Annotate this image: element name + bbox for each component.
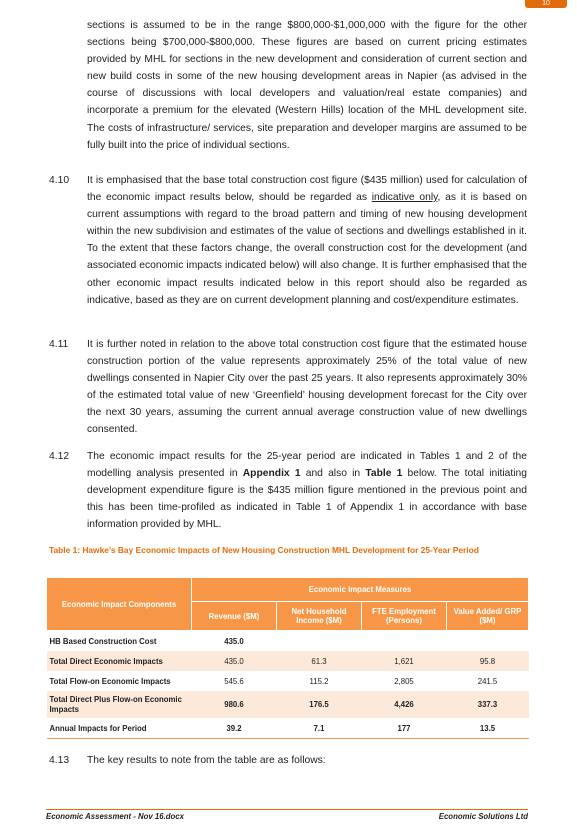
indicative-only-emphasis: indicative only (371, 192, 438, 204)
footer-company-name: Economic Solutions Ltd (438, 812, 528, 821)
economic-impacts-table (46, 577, 529, 739)
table-cell: 435.0 (192, 651, 277, 671)
table-row (47, 691, 529, 718)
table-row (47, 631, 529, 652)
row-label: Total Direct Economic Impacts (47, 651, 192, 671)
table-cell (362, 631, 447, 652)
table-cell: 1,621 (362, 651, 447, 671)
table-cell: 337.3 (447, 691, 529, 718)
row-label: Total Flow-on Economic Impacts (49, 676, 171, 686)
table-cell: 435.0 (224, 636, 244, 646)
column-header-net-household-income: Net Household Income ($M) (277, 602, 362, 631)
table-cell: 177 (362, 718, 447, 739)
appendix-1-reference: Appendix 1 (242, 468, 301, 480)
footer-divider (46, 809, 528, 810)
table-cell: 61.3 (277, 651, 362, 671)
page-number-tab: 10 (525, 0, 567, 8)
paragraph-4-11: It is further noted in relation to the above total construction cost figure that the estimated house construction portion of the value represents approximately 25% of the total value of new dwellings consented in Napier City over the past 25 years. It also represents approximately 30% of the estimated total value of new ‘Greenfield’ housing development forecast for the City over the next 30 years, assuming the current annual average construction value of new dwellings consented. (87, 339, 527, 436)
table-cell: 2,805 (394, 676, 414, 686)
column-header-value-added: Value Added/ GRP ($M) (447, 602, 529, 631)
column-header-fte-employment: FTE Employment (Persons) (362, 602, 447, 631)
table-cell: 980.6 (192, 691, 277, 718)
table-cell: 241.5 (477, 676, 498, 686)
measures-header: Economic Impact Measures (192, 578, 529, 602)
paragraph-4-10-text-a: It is emphasised that the base total construction cost figure ($435 million) used for calculation of the economic impact results below, should be regarded as (87, 175, 527, 204)
table-caption: Table 1: Hawke’s Bay Economic Impacts of New Housing Construction MHL Development for 25-Year Period (49, 545, 479, 555)
table-cell: 95.8 (447, 651, 529, 671)
column-header-revenue: Revenue ($M) (192, 602, 277, 631)
table-row (47, 718, 529, 739)
table-cell: 115.2 (309, 676, 329, 686)
table-cell: 13.5 (447, 718, 529, 739)
paragraph-4-12-text-d: below. The total initiating development expenditure figure is the $435 million figure mentioned in the previous point and this has been time-profiled as indicated in Table 1 of Appendix 1 in accordance with base information provided by MHL. (87, 468, 528, 531)
components-header: Economic Impact Components (47, 578, 192, 631)
paragraph-4-12-text-a: The economic impact results for the 25-year period are indicated in Tables 1 and 2 of the modelling analysis presented in (87, 451, 527, 480)
paragraph-4-12-text-c: and also in (300, 468, 366, 480)
table-cell: 176.5 (277, 691, 362, 718)
paragraph-number-4-10: 4.10 (49, 175, 70, 186)
paragraph-number-4-13: 4.13 (49, 755, 70, 766)
table-cell (277, 631, 362, 652)
table-cell: 39.2 (192, 718, 277, 739)
paragraph-number-4-11: 4.11 (49, 339, 69, 350)
paragraph-4-10-text-b: , as it is based on current assumptions with regard to the broad pattern and timing of new housing development within the new subdivision and estimates of the value of sections and dwellings established in it. To the extent that these factors change, the overall construction cost for the development (and associated economic impacts indicated below) will also change. It is further emphasised that the other economic impact results indicated below in this report should also be regarded as indicative, based as they are on current development planning and cost/expenditure estimates. (87, 192, 528, 306)
paragraph-number-4-12: 4.12 (49, 451, 70, 462)
table-cell: 7.1 (277, 718, 362, 739)
paragraph-4-10 (87, 172, 527, 309)
table-row (47, 651, 529, 671)
table-cell (447, 631, 529, 652)
table-cell: 545.6 (224, 676, 244, 686)
paragraph-4-12 (87, 448, 527, 533)
row-label: Annual Impacts for Period (47, 718, 192, 739)
row-label: HB Based Construction Cost (49, 636, 157, 646)
table-row (47, 671, 529, 691)
table-cell: 4,426 (362, 691, 447, 718)
table-1-reference: Table 1 (365, 468, 403, 480)
paragraph-intro: sections is assumed to be in the range $800,000-$1,000,000 with the figure for the other sections being $700,000-$800,000. These figures are based on current pricing estimates provided by MHL for sections in the new development and consideration of current section and new build costs in some of the new housing development areas in Napier (as advised in the course of discussions with local developers and valuation/real estate companies) and incorporate a premium for the elevated (Western Hills) location of the MHL development site. The costs of infrastructure/ services, site preparation and developer margins are assumed to be fully built into the price of individual sections. (87, 20, 527, 151)
footer-document-name: Economic Assessment - Nov 16.docx (46, 812, 184, 821)
row-label: Total Direct Plus Flow-on Economic Impacts (47, 691, 192, 718)
paragraph-4-13: The key results to note from the table are as follows: (87, 755, 326, 766)
